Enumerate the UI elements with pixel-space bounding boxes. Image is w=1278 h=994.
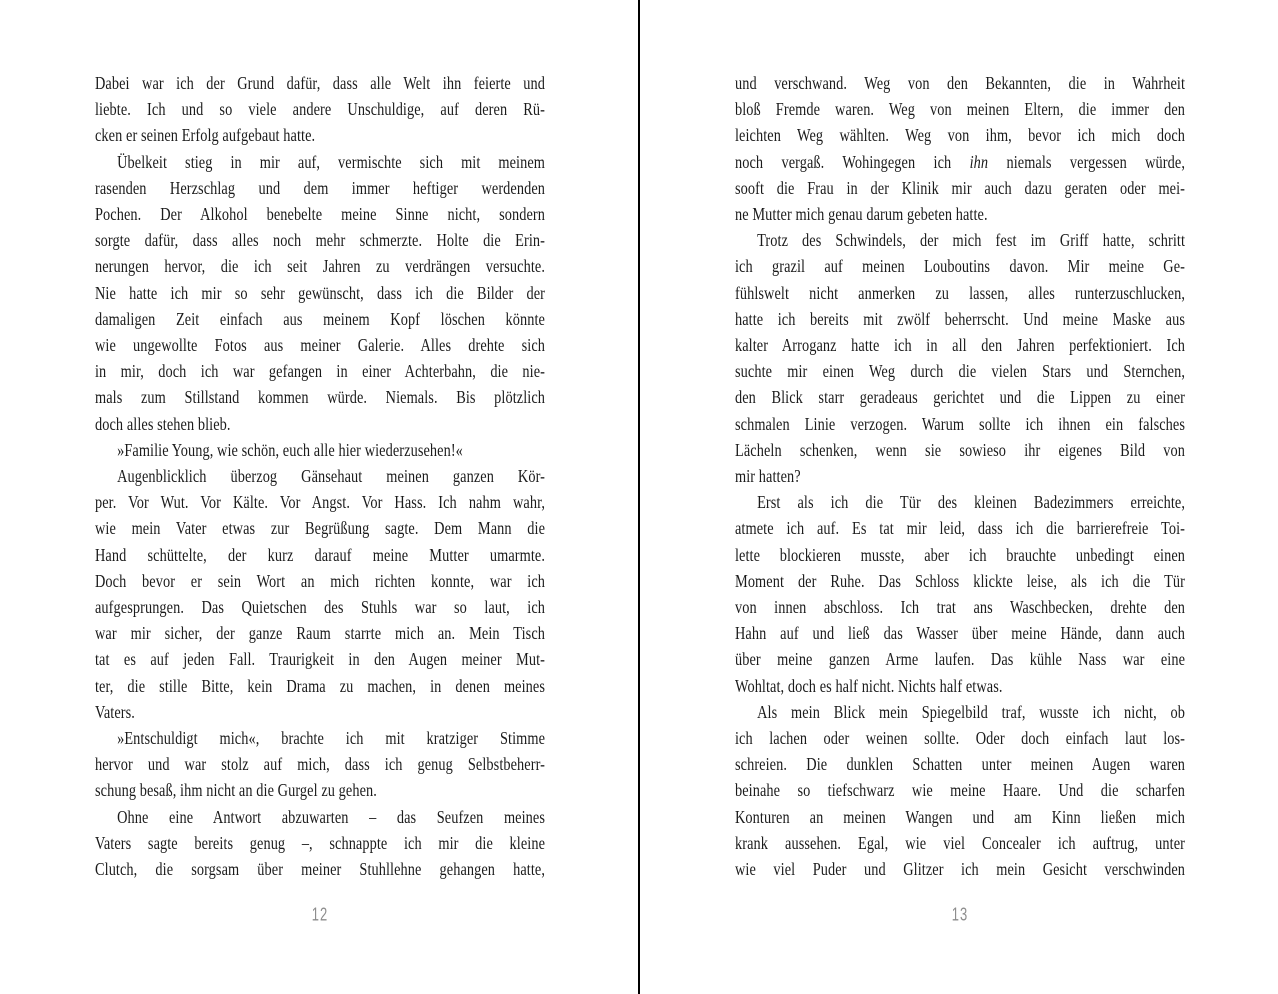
text-line: war mir sicher, der ganze Raum starrte mich an. Mein Tisch bbox=[95, 623, 546, 644]
text-line: schmalen Linie verzogen. Warum sollte ich ihnen ein falsches bbox=[735, 413, 1186, 434]
text-line: Moment der Ruhe. Das Schloss klickte leise, als ich die Tür bbox=[735, 570, 1186, 591]
text-block-right bbox=[735, 70, 1185, 882]
text-line: und verschwand. Weg von den Bekannten, die in Wahrheit bbox=[735, 73, 1186, 93]
text-line: in mir, doch ich war gefangen in einer Achterbahn, die nie- bbox=[95, 361, 546, 382]
text-line: ich lachen oder weinen sollte. Oder doch einfach laut los- bbox=[735, 728, 1186, 749]
text-line: Erst als ich die Tür des kleinen Badezimmers erreichte, bbox=[757, 492, 1186, 513]
text-line: bloß Fremde waren. Weg von meinen Eltern, die immer den bbox=[735, 99, 1186, 120]
text-line: Als mein Blick mein Spiegelbild traf, wusste ich nicht, ob bbox=[757, 701, 1186, 722]
text-line: Konturen an meinen Wangen und am Kinn ließen mich bbox=[735, 806, 1186, 827]
text-line: nerungen hervor, die ich seit Jahren zu verdrängen versuchte. bbox=[95, 256, 546, 277]
text-line: beinahe so tiefschwarz wie meine Haare. Und die scharfen bbox=[735, 780, 1186, 801]
text-line: fühlswelt nicht anmerken zu lassen, alles runterzuschlucken, bbox=[735, 282, 1186, 303]
text-line: wie mein Vater etwas zur Begrüßung sagte. Dem Mann die bbox=[95, 518, 546, 539]
text-line: wie ungewollte Fotos aus meiner Galerie. Alles drehte sich bbox=[95, 335, 546, 356]
page-right bbox=[641, 0, 1278, 994]
text-line: Trotz des Schwindels, der mich fest im Griff hatte, schritt bbox=[757, 230, 1186, 251]
text-line: damaligen Zeit einfach aus meinem Kopf löschen könnte bbox=[95, 308, 546, 329]
text-line: aufgesprungen. Das Quietschen des Stuhls war so laut, ich bbox=[95, 597, 546, 618]
text-line: Pochen. Der Alkohol benebelte meine Sinne nicht, sondern bbox=[95, 204, 546, 225]
text-line: Wohltat, doch es half nicht. Nichts half etwas. bbox=[735, 675, 1003, 696]
text-line: Dabei war ich der Grund dafür, dass alle Welt ihn feierte und bbox=[95, 73, 546, 93]
text-line: kalter Arroganz hatte ich in all den Jahren perfektioniert. Ich bbox=[735, 335, 1186, 356]
text-line: sorgte dafür, dass alles noch mehr schmerzte. Holte die Erin- bbox=[95, 230, 546, 251]
text-line: Übelkeit stieg in mir auf, vermischte sich mit meinem bbox=[117, 151, 546, 172]
text-line: schung besaß, ihm nicht an die Gurgel zu gehen. bbox=[95, 780, 377, 801]
text-line: ich grazil auf meinen Louboutins davon. Mir meine Ge- bbox=[735, 256, 1186, 277]
text-line: Hand schüttelte, der kurz darauf meine Mutter umarmte. bbox=[95, 544, 546, 565]
text-line: ter, die stille Bitte, kein Drama zu machen, in denen meines bbox=[95, 675, 546, 696]
text-line: suchte mir einen Weg durch die vielen Stars und Sternchen, bbox=[735, 361, 1186, 382]
page-number: 12 bbox=[311, 903, 329, 925]
text-line: mals zum Stillstand kommen würde. Niemals. Bis plötzlich bbox=[95, 387, 546, 408]
text-line: leichten Weg wählten. Weg von ihm, bevor ich mich doch bbox=[735, 125, 1186, 146]
text-line: lette blockieren musste, aber ich brauchte unbedingt einen bbox=[735, 544, 1186, 565]
text-block-left bbox=[95, 70, 545, 882]
text-line: cken er seinen Erfolg aufgebaut hatte. bbox=[95, 125, 316, 146]
text-line: über meine ganzen Arme laufen. Das kühle Nass war eine bbox=[735, 649, 1186, 670]
text-line: liebte. Ich und so viele andere Unschuldige, auf deren Rü- bbox=[95, 99, 546, 120]
text-line: rasenden Herzschlag und dem immer heftiger werdenden bbox=[95, 177, 546, 198]
text-line: den Blick starr geradeaus gerichtet und die Lippen zu einer bbox=[735, 387, 1186, 408]
text-line: von innen abschloss. Ich trat ans Waschbecken, drehte den bbox=[735, 597, 1186, 618]
text-line: ne Mutter mich genau darum gebeten hatte. bbox=[735, 204, 988, 225]
text-line: Hahn auf und ließ das Wasser über meine Hände, dann auch bbox=[735, 623, 1186, 644]
text-line: Lächeln schenken, wenn sie sowieso ihr eigenes Bild von bbox=[735, 439, 1186, 460]
text-line: »Familie Young, wie schön, euch alle hier wiederzusehen!« bbox=[117, 439, 463, 460]
text-line: per. Vor Wut. Vor Kälte. Vor Angst. Vor Hass. Ich nahm wahr, bbox=[95, 492, 546, 513]
page-divider bbox=[638, 0, 640, 994]
text-line: Nie hatte ich mir so sehr gewünscht, dass ich die Bilder der bbox=[95, 282, 546, 303]
text-line: hervor und war stolz auf mich, dass ich genug Selbstbeherr- bbox=[95, 754, 546, 775]
text-line: wie viel Puder und Glitzer ich mein Gesicht verschwinden bbox=[735, 859, 1186, 880]
text-line: noch vergaß. Wohingegen ich ihn niemals vergessen würde, bbox=[735, 151, 1185, 172]
text-line: schreien. Die dunklen Schatten unter meinen Augen waren bbox=[735, 754, 1186, 775]
text-line: Ohne eine Antwort abzuwarten – das Seufzen meines bbox=[117, 806, 546, 827]
text-line: sooft die Frau in der Klinik mir auch dazu geraten oder mei- bbox=[735, 177, 1186, 198]
text-line: Vaters sagte bereits genug –, schnappte ich mir die kleine bbox=[95, 832, 546, 853]
text-line: krank aussehen. Egal, wie viel Concealer ich auftrug, unter bbox=[735, 832, 1186, 853]
text-line: Augenblicklich überzog Gänsehaut meinen ganzen Kör- bbox=[117, 466, 546, 487]
text-line: »Entschuldigt mich«, brachte ich mit kratziger Stimme bbox=[117, 728, 546, 749]
text-line: Vaters. bbox=[95, 701, 135, 722]
page-number: 13 bbox=[951, 903, 969, 925]
text-line: Clutch, die sorgsam über meiner Stuhllehne gehangen hatte, bbox=[95, 859, 546, 880]
text-line: Doch bevor er sein Wort an mich richten konnte, war ich bbox=[95, 570, 546, 591]
text-line: doch alles stehen blieb. bbox=[95, 413, 231, 434]
text-line: hatte ich bereits mit zwölf beherrscht. Und meine Maske aus bbox=[735, 308, 1186, 329]
text-line: tat es auf jeden Fall. Traurigkeit in den Augen meiner Mut- bbox=[95, 649, 546, 670]
text-line: atmete ich auf. Es tat mir leid, dass ich die barrierefreie Toi- bbox=[735, 518, 1186, 539]
text-line: mir hatten? bbox=[735, 466, 801, 487]
